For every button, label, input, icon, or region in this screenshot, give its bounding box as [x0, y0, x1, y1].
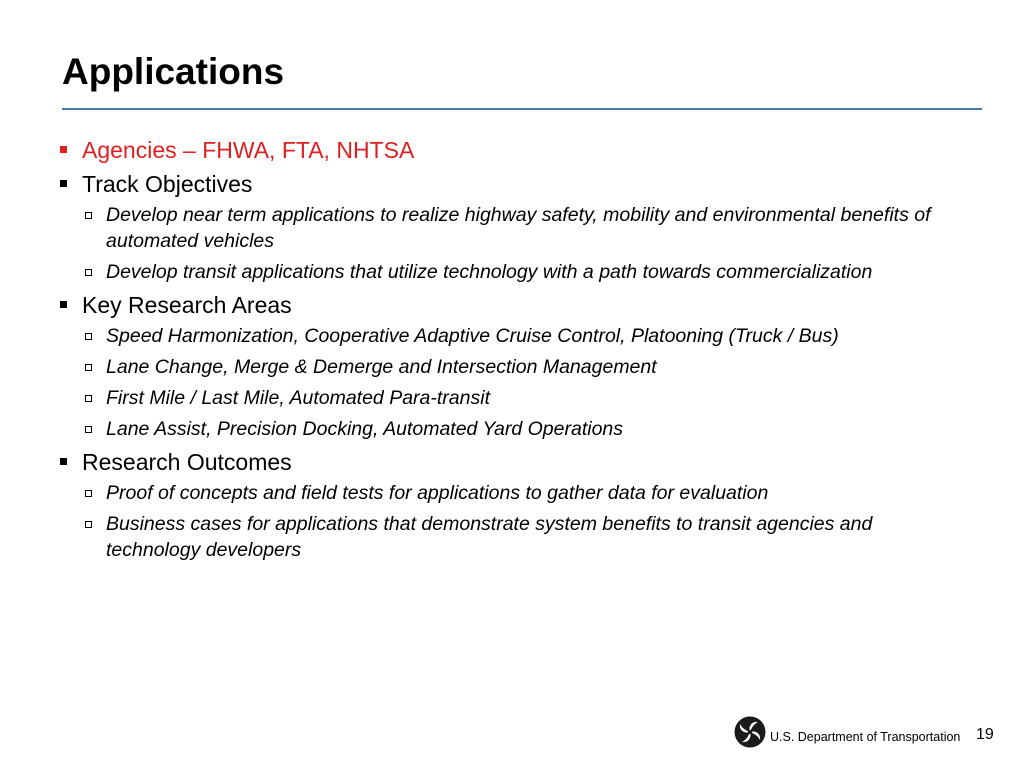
hollow-square-bullet-icon: [85, 333, 92, 340]
bullet-item: [58, 136, 968, 164]
square-bullet-icon: [60, 180, 67, 187]
sub-bullet-text: Develop transit applications that utilize technology with a path towards commercialization: [106, 261, 873, 283]
bullet-text: Research Outcomes: [82, 449, 292, 475]
bullet-list: [58, 136, 968, 563]
slide-title: Applications: [62, 51, 285, 92]
department-name: U.S. Department of Transportation: [770, 730, 961, 744]
page-number: 19: [976, 726, 994, 743]
sub-bullet-text: Proof of concepts and field tests for applications to gather data for evaluation: [106, 482, 769, 504]
sub-bullet-item: [58, 416, 968, 442]
usdot-logo-icon: [734, 716, 766, 748]
title-divider: [62, 108, 982, 110]
square-bullet-icon: [60, 458, 67, 465]
sub-bullet-item: [58, 385, 968, 411]
sub-bullet-item: [58, 259, 968, 285]
hollow-square-bullet-icon: [85, 426, 92, 433]
hollow-square-bullet-icon: [85, 364, 92, 371]
bullet-text: Key Research Areas: [82, 292, 292, 318]
bullet-text: Track Objectives: [82, 171, 253, 197]
sub-bullet-item: [58, 354, 968, 380]
sub-bullet-item: [58, 511, 968, 563]
bullet-text: Agencies – FHWA, FTA, NHTSA: [82, 137, 415, 163]
hollow-square-bullet-icon: [85, 269, 92, 276]
sub-bullet-item: [58, 202, 968, 254]
sub-bullet-text: First Mile / Last Mile, Automated Para-transit: [106, 387, 490, 409]
sub-bullet-text: Business cases for applications that demonstrate system benefits to transit agencies and technology developers: [106, 513, 873, 561]
hollow-square-bullet-icon: [85, 395, 92, 402]
sub-bullet-item: [58, 323, 968, 349]
hollow-square-bullet-icon: [85, 490, 92, 497]
sub-bullet-text: Lane Assist, Precision Docking, Automated Yard Operations: [106, 418, 624, 440]
sub-bullet-text: Develop near term applications to realize highway safety, mobility and environmental benefits of automated vehicles: [106, 204, 931, 252]
square-bullet-icon: [60, 146, 67, 153]
sub-bullet-text: Speed Harmonization, Cooperative Adaptive Cruise Control, Platooning (Truck / Bus): [106, 325, 839, 347]
sub-bullet-text: Lane Change, Merge & Demerge and Intersection Management: [106, 356, 657, 378]
bullet-item: [58, 170, 968, 198]
hollow-square-bullet-icon: [85, 212, 92, 219]
bullet-item: [58, 448, 968, 476]
sub-bullet-item: [58, 480, 968, 506]
hollow-square-bullet-icon: [85, 521, 92, 528]
square-bullet-icon: [60, 301, 67, 308]
bullet-item: [58, 291, 968, 319]
